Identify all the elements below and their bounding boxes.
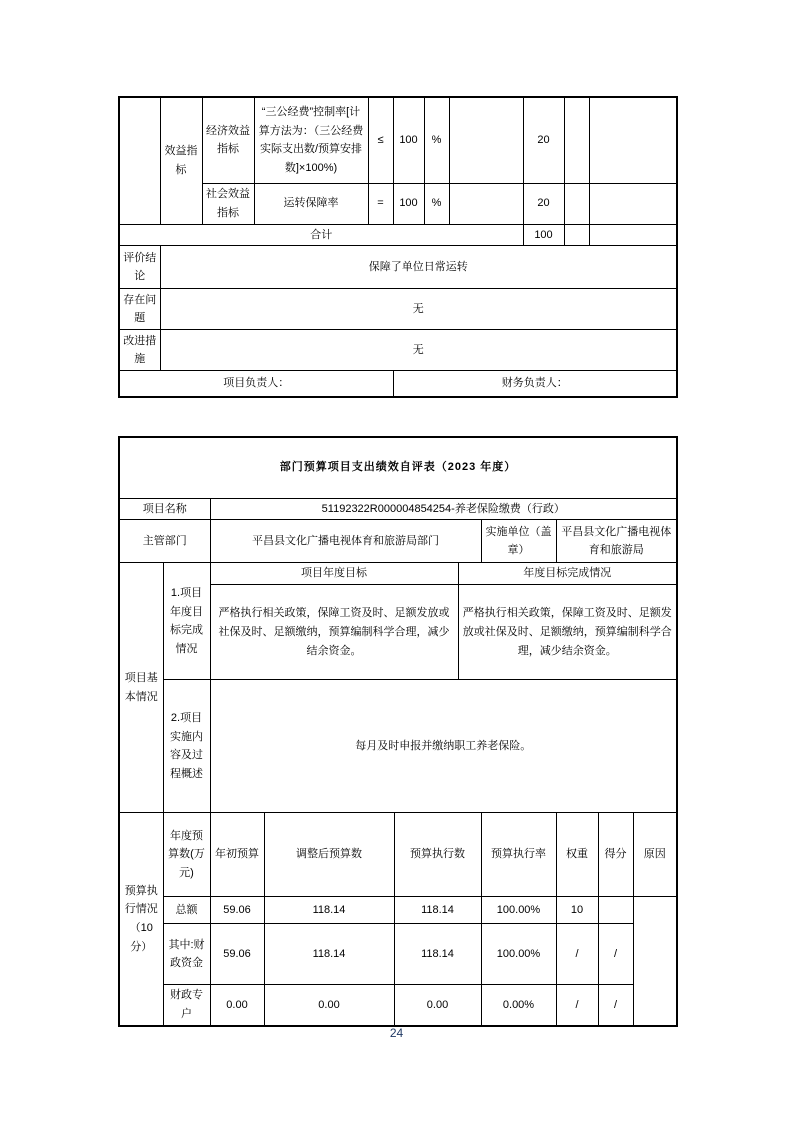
indicator-unit: %: [424, 97, 449, 183]
budget-header-adjusted: 调整后预算数: [264, 813, 394, 897]
goal-text: 严格执行相关政策，保障工资及时、足额发放或社保及时、足额缴纳，预算编制科学合理，减少结余资金。: [210, 585, 458, 680]
budget-row-total: [119, 897, 677, 924]
budget-adjusted: 118.14: [264, 924, 394, 985]
goal-done-text: 严格执行相关政策，保障工资及时、足额发放或社保及时、足额缴纳，预算编制科学合理，减少结余资金。: [458, 585, 677, 680]
impl-overview-row: [119, 680, 677, 813]
budget-score: /: [598, 924, 633, 985]
empty-cell: [449, 183, 523, 224]
improvement-row: [119, 330, 677, 371]
total-label: 合计: [119, 224, 523, 246]
budget-score: /: [598, 985, 633, 1026]
conclusion-text: 保障了单位日常运转: [160, 246, 677, 289]
budget-initial: 59.06: [210, 897, 264, 924]
conclusion-row: [119, 246, 677, 289]
improvement-text: 无: [160, 330, 677, 371]
project-name-label: 项目名称: [119, 498, 210, 520]
indicator-value: 100: [393, 97, 424, 183]
empty-cell: [589, 183, 677, 224]
indicator-operator: ≤: [368, 97, 393, 183]
budget-row-fiscal-funds: [119, 924, 677, 985]
budget-header-executed: 预算执行数: [394, 813, 481, 897]
page-number: 24: [389, 1026, 404, 1040]
budget-row-label: 财政专户: [163, 985, 210, 1026]
project-name-value: 51192322R000004854254-养老保险缴费（行政）: [210, 498, 677, 520]
total-weight: 100: [523, 224, 564, 246]
performance-eval-table: [118, 96, 678, 398]
problems-row: [119, 289, 677, 330]
budget-adjusted: 0.00: [264, 985, 394, 1026]
budget-rate: 100.00%: [481, 897, 556, 924]
project-leader-label: 项目负责人：: [119, 371, 393, 397]
budget-weight: /: [556, 924, 598, 985]
impl-unit-label: 实施单位（盖章）: [481, 520, 556, 563]
benefit-group-label: 效益指标: [160, 97, 202, 224]
goal-done-header: 年度目标完成情况: [458, 563, 677, 585]
department-label: 主管部门: [119, 520, 210, 563]
table-title: 部门预算项目支出绩效自评表（2023 年度）: [119, 437, 677, 498]
indicator-weight: 20: [523, 183, 564, 224]
budget-weight: 10: [556, 897, 598, 924]
indicator-value: 100: [393, 183, 424, 224]
total-row: [119, 224, 677, 246]
empty-cell: [564, 224, 589, 246]
budget-section-label: 预算执行情况（10分）: [119, 813, 163, 1026]
budget-header-reason: 原因: [633, 813, 677, 897]
economic-indicator-row: [119, 97, 677, 183]
impl-text: 每月及时申报并缴纳职工养老保险。: [210, 680, 677, 813]
budget-initial: 59.06: [210, 924, 264, 985]
empty-cell: [564, 97, 589, 183]
indicator-name: “三公经费”控制率[计算方法为：（三公经费实际支出数/预算安排数]×100%): [254, 97, 368, 183]
budget-rate: 100.00%: [481, 924, 556, 985]
impl-unit-value: 平昌县文化广播电视体育和旅游局: [556, 520, 677, 563]
budget-header-rate: 预算执行率: [481, 813, 556, 897]
indicator-category: 社会效益指标: [202, 183, 254, 224]
budget-header-score: 得分: [598, 813, 633, 897]
department-value: 平昌县文化广播电视体育和旅游局部门: [210, 520, 481, 563]
basic-section-label: 项目基本情况: [119, 563, 163, 813]
budget-row-fiscal-account: [119, 985, 677, 1026]
budget-executed: 118.14: [394, 924, 481, 985]
improvement-label: 改进措施: [119, 330, 160, 371]
budget-header-initial: 年初预算: [210, 813, 264, 897]
problems-text: 无: [160, 289, 677, 330]
empty-cell: [564, 183, 589, 224]
budget-row-label: 其中:财政资金: [163, 924, 210, 985]
budget-weight: /: [556, 985, 598, 1026]
budget-rate: 0.00%: [481, 985, 556, 1026]
title-row: [119, 437, 677, 498]
indicator-name: 运转保障率: [254, 183, 368, 224]
indicator-category: 经济效益指标: [202, 97, 254, 183]
goal-header: 项目年度目标: [210, 563, 458, 585]
finance-leader-label: 财务负责人：: [393, 371, 677, 397]
budget-header-row: [119, 813, 677, 897]
impl-row-label: 2.项目实施内容及过程概述: [163, 680, 210, 813]
budget-row-label: 总额: [163, 897, 210, 924]
self-eval-table: [118, 436, 678, 1027]
department-row: [119, 520, 677, 563]
budget-executed: 0.00: [394, 985, 481, 1026]
problems-label: 存在问题: [119, 289, 160, 330]
budget-adjusted: 118.14: [264, 897, 394, 924]
budget-header-weight: 权重: [556, 813, 598, 897]
empty-cell: [449, 97, 523, 183]
budget-header-annual: 年度预算数(万元): [163, 813, 210, 897]
goal-row-label: 1.项目年度目标完成情况: [163, 563, 210, 680]
budget-reason-cell: [633, 897, 677, 1026]
signature-row: [119, 371, 677, 397]
budget-score: [598, 897, 633, 924]
conclusion-label: 评价结论: [119, 246, 160, 289]
empty-cell: [589, 97, 677, 183]
goal-header-row: [119, 563, 677, 585]
budget-executed: 118.14: [394, 897, 481, 924]
empty-cell: [119, 97, 160, 224]
indicator-unit: %: [424, 183, 449, 224]
empty-cell: [589, 224, 677, 246]
budget-initial: 0.00: [210, 985, 264, 1026]
social-indicator-row: [119, 183, 677, 224]
indicator-weight: 20: [523, 97, 564, 183]
project-name-row: [119, 498, 677, 520]
indicator-operator: =: [368, 183, 393, 224]
